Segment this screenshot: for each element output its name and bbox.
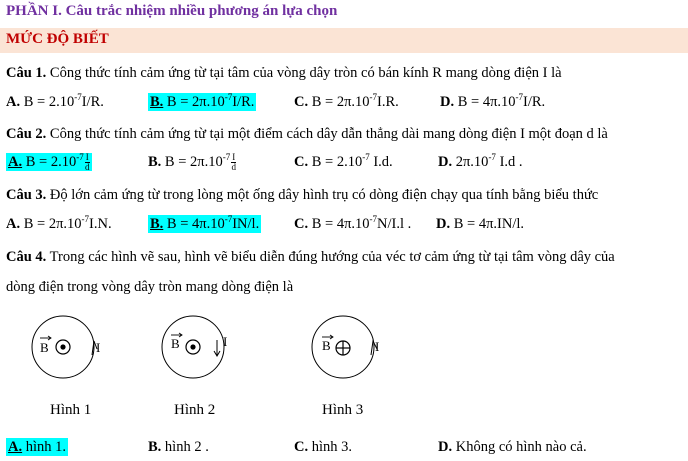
level-band — [0, 28, 688, 53]
q1-option-a[interactable]: A. $B = 2.10^{-7}I/R$. — [6, 92, 104, 110]
figure-3 — [310, 314, 386, 380]
question-2 — [6, 125, 608, 143]
q2-option-b[interactable]: B. $B = 2\pi.10^{-7}$ $\frac{I}{d}$ — [148, 152, 236, 173]
question-2-label: Câu 2. — [6, 126, 47, 142]
q3-option-d[interactable]: D. B = 4π.IN/l. — [436, 216, 525, 232]
figure-1-vector-label: B — [40, 340, 49, 355]
q2-a-fraction: $\frac{I}{d}$ — [84, 152, 90, 173]
q4-correct-highlight: A. hình 1. — [8, 439, 67, 455]
question-4-options — [0, 436, 688, 458]
q3-option-a[interactable]: A. $B = 2\pi.10^{-7}I.N$. — [6, 214, 112, 232]
figure-1-current-label: I — [96, 340, 101, 355]
question-3-label: Câu 3. — [6, 187, 47, 203]
q4-option-b[interactable]: B. hình 2 . — [148, 439, 209, 455]
question-3 — [6, 186, 598, 204]
q3-option-b[interactable] — [148, 215, 261, 233]
q2-correct-highlight: A. $B = 2.10^{-7}$ $\frac{I}{d}$ — [6, 153, 92, 171]
figure-2-caption: Hình 2 — [174, 402, 216, 418]
figure-2 — [160, 314, 240, 380]
q1-option-d[interactable]: D. $B = 4\pi.10^{-7}I/R$. — [440, 92, 546, 110]
q4-option-c[interactable]: C. hình 3. — [294, 439, 353, 455]
q2-option-d[interactable]: D. $2\pi.10^{-7}$ I.d . — [438, 152, 523, 170]
figure-1-caption: Hình 1 — [50, 402, 92, 418]
q1-correct-highlight: B. $B = 2\pi.10^{-7}I/R$. — [150, 92, 255, 110]
question-2-text: Công thức tính cảm ứng từ tại một điểm cách dây dẫn thẳng dài mang dòng điện I một đoạn d là — [49, 126, 608, 142]
q3-correct-highlight: B. $B = 4\pi.10^{-7}IN/l$. — [150, 214, 260, 232]
question-1-text: Công thức tính cảm ứng từ tại tâm của vòng dây tròn có bán kính R mang dòng điện I là — [49, 65, 562, 81]
question-2-options — [0, 151, 688, 173]
figure-3-caption: Hình 3 — [322, 402, 364, 418]
q1-option-b[interactable] — [148, 93, 256, 111]
question-4-label: Câu 4. — [6, 249, 47, 265]
figure-3-current-label: I — [375, 339, 380, 354]
question-1 — [6, 64, 562, 82]
section-title: PHẦN I. Câu trắc nhiệm nhiều phương án lựa chọn — [6, 3, 338, 19]
question-3-text: Độ lớn cảm ứng từ trong lòng một ống dây hình trụ có dòng điện chạy qua tính bằng biểu thức — [49, 187, 599, 203]
question-4-text-line-2: dòng điện trong vòng dây tròn mang dòng điện là — [6, 279, 294, 295]
figure-2-current-label: I — [223, 334, 228, 349]
figure-2-vector-label: B — [171, 336, 180, 351]
question-3-options — [0, 213, 688, 235]
figure-1 — [28, 314, 104, 380]
q3-option-c[interactable]: C. $B = 4\pi.10^{-7}N/I.l$ . — [294, 214, 412, 232]
q2-b-fraction: $\frac{I}{d}$ — [231, 152, 236, 173]
q4-option-d[interactable]: D. Không có hình nào cả. — [438, 439, 587, 455]
question-4-text-line-1: Trong các hình vẽ sau, hình vẽ biểu diễn đúng hướng của véc tơ cảm ứng từ tại tâm vòng dây của — [49, 249, 615, 265]
q4-option-a[interactable] — [6, 438, 68, 456]
q2-option-c[interactable]: C. $B = 2.10^{-7}$ I.d. — [294, 152, 393, 170]
question-1-options — [0, 91, 688, 113]
figure-3-vector-label: B — [322, 338, 331, 353]
q1-option-c[interactable]: C. $B = 2\pi.10^{-7}I.R$. — [294, 92, 399, 110]
q2-option-a[interactable] — [6, 153, 92, 172]
figure-2-current-arrow — [214, 340, 220, 356]
level-title: MỨC ĐỘ BIẾT — [6, 31, 109, 47]
question-1-label: Câu 1. — [6, 65, 47, 81]
question-4 — [6, 248, 615, 266]
